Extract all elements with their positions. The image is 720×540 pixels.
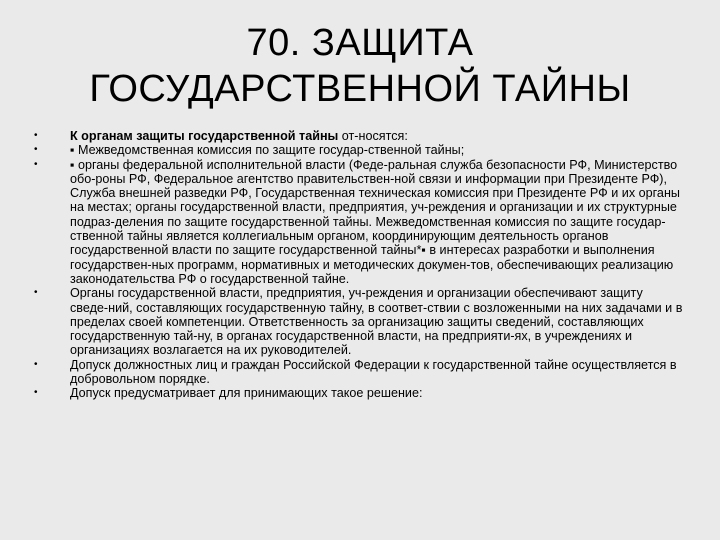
bullet-list	[34, 129, 684, 401]
bullet-item	[34, 358, 684, 387]
bullet-item	[34, 386, 684, 400]
slide-title-line-1: 70. ЗАЩИТА	[246, 22, 474, 64]
bullet-text: от-носятся:	[338, 129, 408, 143]
bullet-text: Допуск предусматривает для принимающих такое решение:	[70, 386, 423, 401]
bullet-item	[34, 286, 684, 357]
bullet-text: ▪ Межведомственная комиссия по защите государ-ственной тайны;	[70, 143, 465, 158]
bullet-text: Допуск должностных лиц и граждан Российской Федерации к государственной тайне осуществляется в добровольном порядке.	[70, 357, 677, 387]
bullet-text: ▪ органы федеральной исполнительной власти (Феде-ральная служба безопасности РФ, Министерство обо-роны РФ, Федеральное агентство правительствен-ной связи и информации при Президенте РФ), Служба внешней разведки РФ, Государственная техническая комиссия при Президенте РФ и их органы на местах; органы государственной власти, предприятия, уч-реждения и организации и их структурные подраз-деления по защите государственной тайны. Межведомственная комиссия по защите государ-ственной тайны является коллегиальным органом, координирующим деятельность органов государственной власти по защите государственной тайны*▪ в интересах разработки и выполнения государствен-ных программ, нормативных и методических докумен-тов, обеспечивающих реализацию законодательства РФ о государственной тайне.	[70, 157, 680, 286]
bullet-item	[34, 143, 684, 157]
bullet-item	[34, 158, 684, 287]
bullet-lead-text: К органам защиты государственной тайны	[70, 129, 339, 143]
slide-title-line-2: ГОСУДАРСТВЕННОЙ ТАЙНЫ	[89, 68, 631, 110]
slide-title	[0, 20, 720, 112]
bullet-item	[34, 129, 684, 143]
bullet-text: Органы государственной власти, предприятия, уч-реждения и организации обеспечивают защиту сведе-ний, составляющих государственную тайну, в соответ-ствии с возложенными на них задачами и в пределах своей компетенции. Ответственность за организацию защиты сведений, составляющих государственную тай-ну, в органах государственной власти, на предприяти-ях, в учреждениях и организациях возлагается на их руководителей.	[70, 286, 683, 358]
